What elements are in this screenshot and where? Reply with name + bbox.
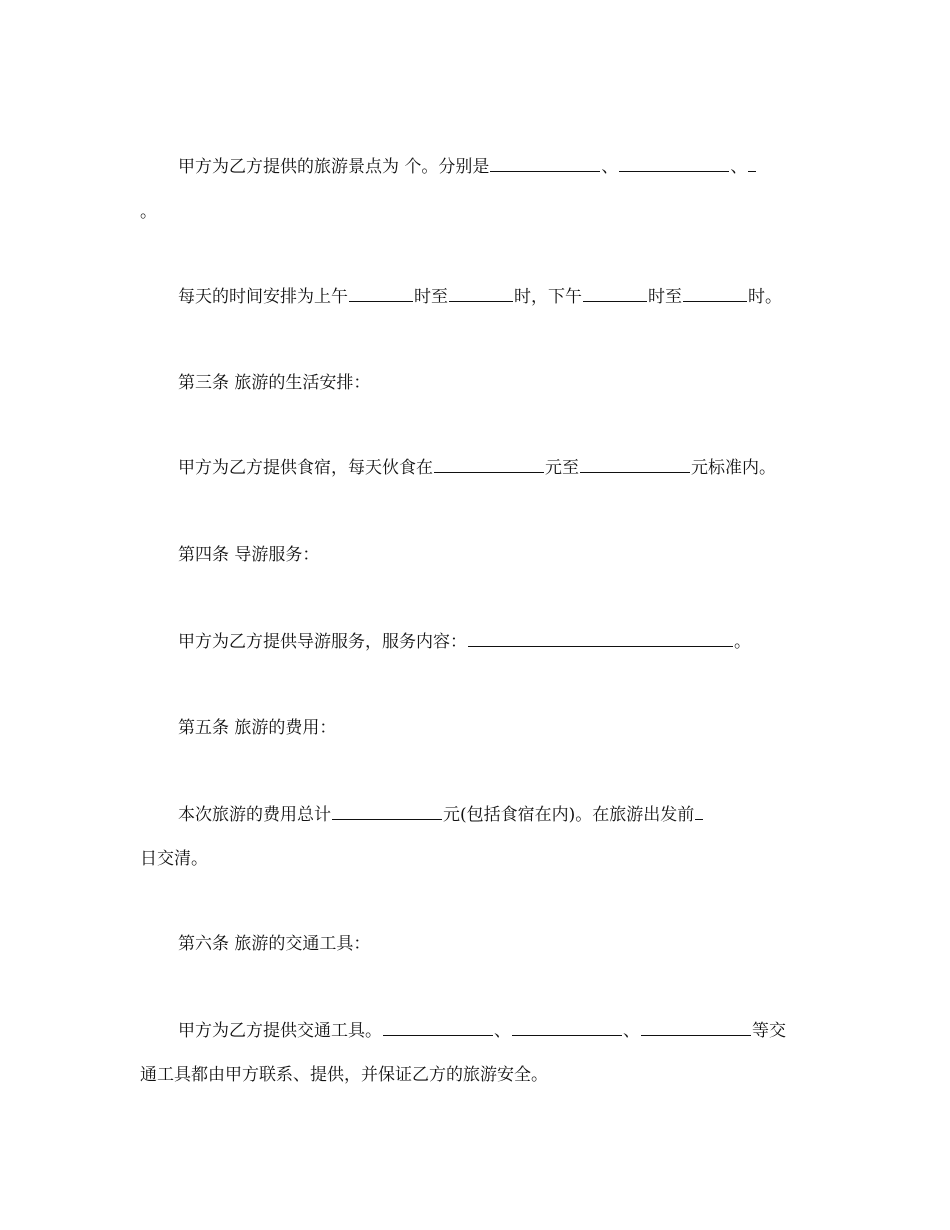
paragraph-fees-continued — [140, 848, 208, 870]
paragraph-transport-continued — [140, 1064, 548, 1086]
text: 甲方为乙方提供食宿，每天伙食在 — [178, 458, 433, 478]
text: 时至 — [414, 287, 448, 307]
blank-field[interactable] — [641, 1020, 751, 1036]
text: 等交 — [752, 1021, 786, 1041]
blank-field[interactable] — [434, 457, 544, 473]
blank-field[interactable] — [619, 156, 729, 172]
blank-field[interactable] — [683, 286, 747, 302]
blank-field[interactable] — [748, 156, 756, 172]
heading-text: 第六条 旅游的交通工具： — [178, 934, 371, 954]
article-5-heading — [178, 717, 336, 739]
blank-field[interactable] — [580, 457, 690, 473]
heading-text: 第四条 导游服务： — [178, 545, 320, 565]
blank-field[interactable] — [512, 1020, 622, 1036]
text: 通工具都由甲方联系、提供，并保证乙方的旅游安全。 — [140, 1065, 548, 1085]
text: 、 — [730, 157, 748, 177]
paragraph-guide — [178, 631, 751, 653]
blank-field[interactable] — [583, 286, 647, 302]
text: 元(包括食宿在内)。在旅游出发前 — [443, 805, 695, 825]
blank-field[interactable] — [468, 631, 733, 647]
text: 、 — [601, 157, 619, 177]
paragraph-attractions-end — [140, 201, 157, 223]
text: 甲方为乙方提供交通工具。 — [178, 1021, 382, 1041]
text: 甲方为乙方提供导游服务，服务内容： — [178, 632, 467, 652]
text: 。 — [140, 202, 157, 222]
text: 甲方为乙方提供的旅游景点为 个。分别是 — [178, 157, 490, 177]
blank-field[interactable] — [695, 804, 703, 820]
text: 、 — [494, 1021, 511, 1041]
text: 元标准内。 — [691, 458, 776, 478]
paragraph-attractions — [178, 156, 757, 178]
blank-field[interactable] — [449, 286, 513, 302]
paragraph-fees — [178, 804, 704, 826]
heading-text: 第五条 旅游的费用： — [178, 718, 337, 738]
paragraph-meals — [178, 457, 776, 479]
article-3-heading — [178, 372, 370, 394]
text: 时，下午 — [514, 287, 582, 307]
text: 。 — [734, 632, 751, 652]
blank-field[interactable] — [332, 804, 442, 820]
text: 元至 — [545, 458, 579, 478]
article-4-heading — [178, 544, 319, 566]
text: 时至 — [648, 287, 682, 307]
paragraph-schedule — [178, 286, 782, 308]
article-6-heading — [178, 933, 370, 955]
text: 本次旅游的费用总计 — [178, 805, 331, 825]
heading-text: 第三条 旅游的生活安排： — [178, 373, 371, 393]
paragraph-transport — [178, 1020, 786, 1042]
blank-field[interactable] — [349, 286, 413, 302]
text: 日交清。 — [140, 849, 208, 869]
blank-field[interactable] — [383, 1020, 493, 1036]
text: 时。 — [748, 287, 782, 307]
blank-field[interactable] — [490, 156, 600, 172]
text: 每天的时间安排为上午 — [178, 287, 348, 307]
text: 、 — [623, 1021, 640, 1041]
